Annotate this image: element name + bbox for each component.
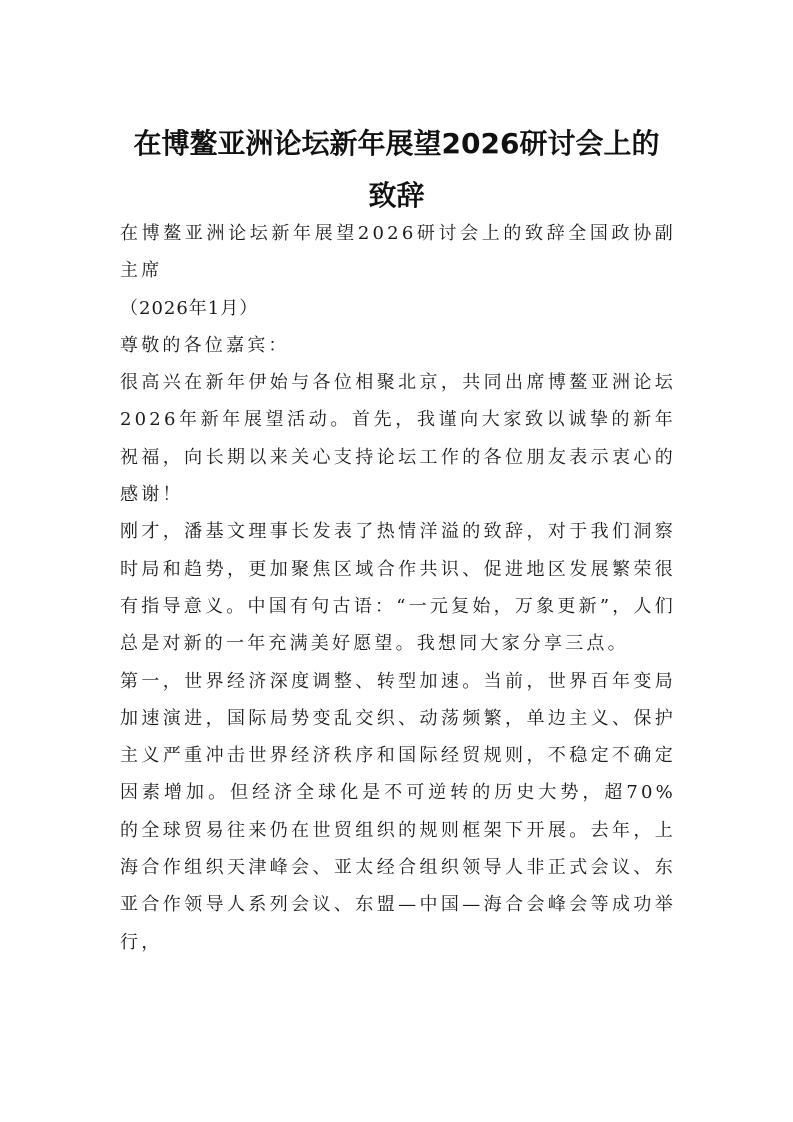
body-paragraph: 很高兴在新年伊始与各位相聚北京，共同出席博鳌亚洲论坛2026年新年展望活动。首先，我谨向大家致以诚挚的新年祝福，向长期以来关心支持论坛工作的各位朋友表示衷心的感谢！ [120,372,676,506]
date-paragraph: （2026年1月） [120,297,259,319]
title-line-1: 在博鳌亚洲论坛新年展望2026研讨会上的 [133,127,660,160]
document-title [100,118,693,222]
salutation-paragraph: 尊敬的各位嘉宾： [120,334,290,356]
document-body [120,215,676,961]
subtitle-paragraph: 在博鳌亚洲论坛新年展望2026研讨会上的致辞全国政协副主席 [120,223,676,282]
title-line-2: 致辞 [368,179,425,212]
body-paragraph: 刚才，潘基文理事长发表了热情洋溢的致辞，对于我们洞察时局和趋势，更加聚焦区域合作共识、促进地区发展繁荣很有指导意义。中国有句古语：“一元复始，万象更新”，人们总是对新的一年充满美好愿望。我想同大家分享三点。 [120,521,676,655]
body-paragraph: 第一，世界经济深度调整、转型加速。当前，世界百年变局加速演进，国际局势变乱交织、动荡频繁，单边主义、保护主义严重冲击世界经济秩序和国际经贸规则，不稳定不确定因素增加。但经济全球化是不可逆转的历史大势，超70%的全球贸易往来仍在世贸组织的规则框架下开展。去年，上海合作组织天津峰会、亚太经合组织领导人非正式会议、东亚合作领导人系列会议、东盟—中国—海合会峰会等成功举行， [120,670,676,953]
